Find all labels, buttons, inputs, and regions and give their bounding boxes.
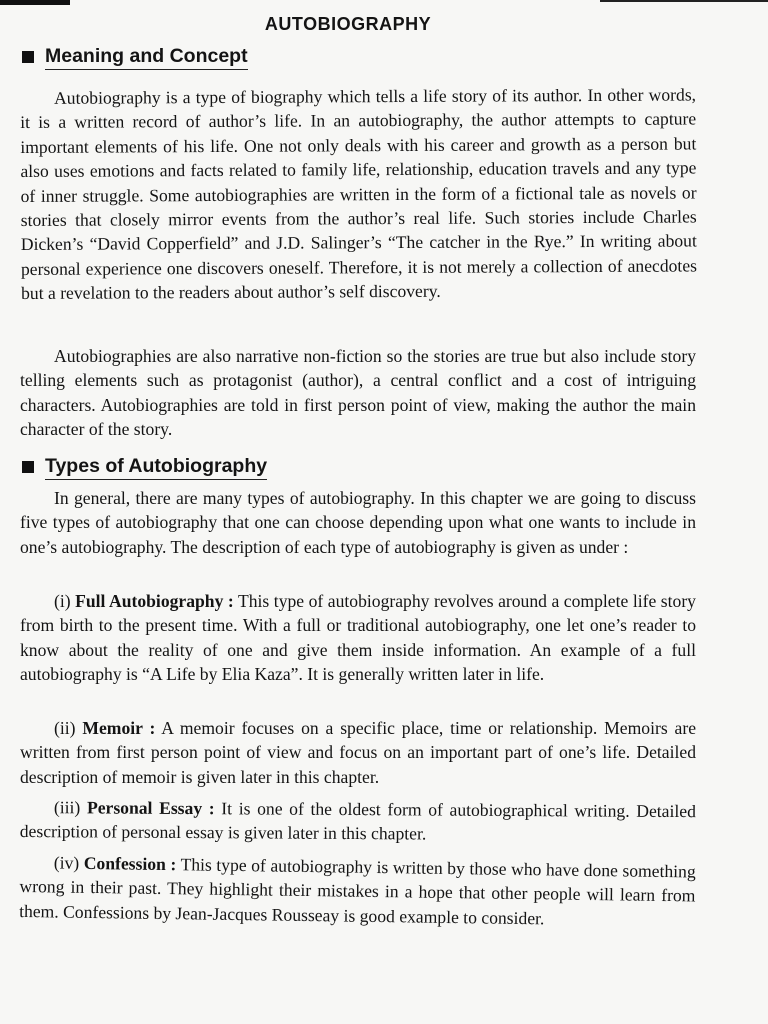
top-rule bbox=[0, 0, 70, 5]
type-item-memoir bbox=[20, 716, 696, 789]
page-title: AUTOBIOGRAPHY bbox=[264, 14, 432, 34]
type-item-full-autobiography bbox=[20, 589, 696, 687]
paragraph-text: In general, there are many types of autobiography. In this chapter we are going to discuss five types of autobiography that one can choose depending upon what one wants to include in one’s autobiography. The description of each type of autobiography is given as under : bbox=[20, 488, 696, 557]
type-number: (iii) bbox=[53, 797, 81, 818]
paragraph-text: Autobiographies are also narrative non-fiction so the stories are true but also include story telling elements such as protagonist (author), a central conflict and a cost of intriguing characters. Autobiographies are told in first person point of view, making the author the main character of the story. bbox=[20, 346, 696, 440]
square-bullet-icon bbox=[22, 461, 34, 473]
type-label: Memoir : bbox=[82, 718, 156, 738]
type-number: (ii) bbox=[54, 718, 76, 738]
type-number: (iv) bbox=[53, 852, 80, 873]
type-item-confession bbox=[19, 850, 696, 933]
type-item-personal-essay bbox=[20, 795, 696, 848]
type-text: It is one of the oldest form of autobiographical writing. Detailed description of personal essay is given later in this chapter. bbox=[19, 798, 696, 844]
top-rule bbox=[600, 0, 768, 2]
type-label: Personal Essay : bbox=[86, 797, 215, 819]
paragraph bbox=[20, 82, 697, 305]
section-heading-text: Types of Autobiography bbox=[45, 454, 267, 480]
paragraph bbox=[20, 486, 696, 559]
section-heading-meaning bbox=[22, 44, 248, 70]
type-text: A memoir focuses on a specific place, time or relationship. Memoirs are written from first person point of view and focus on an important part of one’s life. Detailed description of memoir is given later in this chapter. bbox=[20, 718, 697, 787]
type-text: This type of autobiography is written by those who have done something wrong in their past. They highlight their mistakes in a hope that other people will learn from them. Confessions by Jean-Jacques Rousseay is good example to consider. bbox=[19, 854, 696, 929]
type-label: Confession : bbox=[83, 852, 177, 875]
square-bullet-icon bbox=[22, 51, 34, 63]
paragraph bbox=[20, 344, 696, 442]
type-text: This type of autobiography revolves around a complete life story from birth to the present time. With a full or traditional autobiography, one let one’s reader to know about the reality of one and give them inside information. An example of a full autobiography is “A Life by Elia Kaza”. It is generally written later in life. bbox=[20, 591, 696, 685]
section-heading-types bbox=[22, 454, 267, 480]
paragraph-text: Autobiography is a type of biography which tells a life story of its author. In other words, it is a written record of author’s life. In an autobiography, the author attempts to capture important elements of his life. One not only deals with his career and growth as a person but also uses emotions and facts related to family life, relationship, education travels and any type of inner struggle. Some autobiographies are written in the form of a fictional tale as novels or stories that closely mirror events from the author’s real life. Such stories include Charles Dicken’s “David Copperfield” and J.D. Salinger’s “The catcher in the Rye.” In writing about personal experience one discovers oneself. Therefore, it is not merely a collection of anecdotes but a revelation to the readers about author’s self discovery. bbox=[20, 84, 698, 304]
type-number: (i) bbox=[54, 591, 71, 611]
type-label: Full Autobiography : bbox=[75, 591, 234, 611]
section-heading-text: Meaning and Concept bbox=[45, 44, 248, 70]
